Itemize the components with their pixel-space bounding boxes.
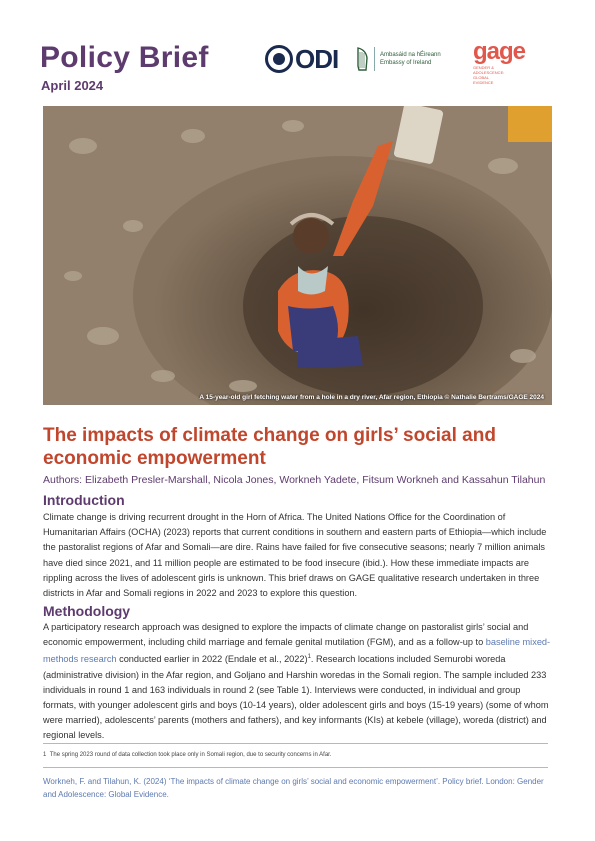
article-authors: Authors: Elizabeth Presler-Marshall, Nicola Jones, Workneh Yadete, Fitsum Workneh and Kassahun Tilahun xyxy=(43,474,546,486)
embassy-text xyxy=(380,51,441,67)
logo-divider xyxy=(374,47,375,71)
methodology-heading: Methodology xyxy=(43,603,131,619)
introduction-heading: Introduction xyxy=(43,492,125,508)
document-type-title: Policy Brief xyxy=(40,41,209,74)
footnote-marker[interactable]: 1 xyxy=(307,654,311,661)
article-title: The impacts of climate change on girls’ social and economic empowerment xyxy=(43,425,496,469)
gage-sub-line: GENDER & xyxy=(473,65,494,70)
methodology-text-part: . Research locations included Semurobi woreda (administrative division) in the Afar region, and Goljano and Harshin woredas in the Somali region. The sample included 233 individuals in round 1 and 163 individuals in round 2 (see Table 1). Interviews were conducted, in individual and group formats, with younger adolescent girls and boys (10-14 years), older adolescent girls and boys (15-19 years) (some of whom were married), adolescents’ parents (mothers and fathers), and key informants (KIs) at kebele (village), woreda (district) and regional levels. xyxy=(43,654,549,741)
methodology-text-part: A participatory research approach was designed to explore the impacts of climate change on pastoralist girls’ social and economic empowerment, including child marriage and female genital mutilation (FGM), and as a follow-up to xyxy=(43,622,529,648)
gage-logo-subtitle xyxy=(473,65,525,85)
footnote-divider xyxy=(43,743,548,744)
citation-divider xyxy=(43,767,548,768)
gage-sub-line: EVIDENCE xyxy=(473,80,494,85)
footnote-number: 1 xyxy=(43,752,47,758)
odi-logo-text: ODI xyxy=(295,43,339,74)
harp-icon xyxy=(355,46,369,72)
baseline-research-link[interactable]: baseline mixed-methods research xyxy=(43,637,551,665)
photo-caption: A 15-year-old girl fetching water from a hole in a dry river, Afar region, Ethiopia © Nathalie Bertrams/GAGE 2024 xyxy=(199,394,544,401)
embassy-of-ireland-logo xyxy=(355,42,441,76)
gage-sub-line: GLOBAL xyxy=(473,75,490,80)
gage-sub-line: ADOLESCENCE: xyxy=(473,70,505,75)
cover-photo-illustration xyxy=(43,106,552,405)
gage-logo xyxy=(473,38,526,85)
header xyxy=(40,40,560,100)
gage-logo-text: gage xyxy=(473,38,526,65)
odi-logo xyxy=(265,44,338,74)
publication-date: April 2024 xyxy=(41,78,104,93)
footnote-text: The spring 2023 round of data collection took place only in Somali region, due to security concerns in Afar. xyxy=(49,752,332,758)
citation: Workneh, F. and Tilahun, K. (2024) ‘The impacts of climate change on girls’ social and economic empowerment’. Policy brief. London: Gender and Adolescence: Global Evidence. xyxy=(43,777,544,799)
introduction-paragraph: Climate change is driving recurrent drought in the Horn of Africa. The United Nations Office for the Coordination of Humanitarian Affairs (OCHA) (2023) reports that current conditions in southern and eastern parts of Ethiopia—which include the pastoralist regions of Afar and Somali—are dire. Rains have failed for five consecutive seasons; nearly 7 million animals have died since 2021, and 11 million people are estimated to be food insecure (ibid.). How these immediate impacts are rippling across the lives of adolescent girls is unknown. This brief draws on GAGE qualitative research undertaken in three districts in Afar and Somali regions in 2022 and 2023 to explore this question. xyxy=(43,512,547,599)
embassy-text-irish: Ambasáid na hÉireann xyxy=(380,52,441,58)
footnote xyxy=(43,752,555,758)
embassy-text-english: Embassy of Ireland xyxy=(380,60,432,66)
methodology-paragraph xyxy=(43,620,555,744)
cover-photo xyxy=(43,106,552,405)
odi-circle-icon xyxy=(265,45,293,73)
methodology-text-part: conducted earlier in 2022 (Endale et al., 2022) xyxy=(116,654,308,665)
